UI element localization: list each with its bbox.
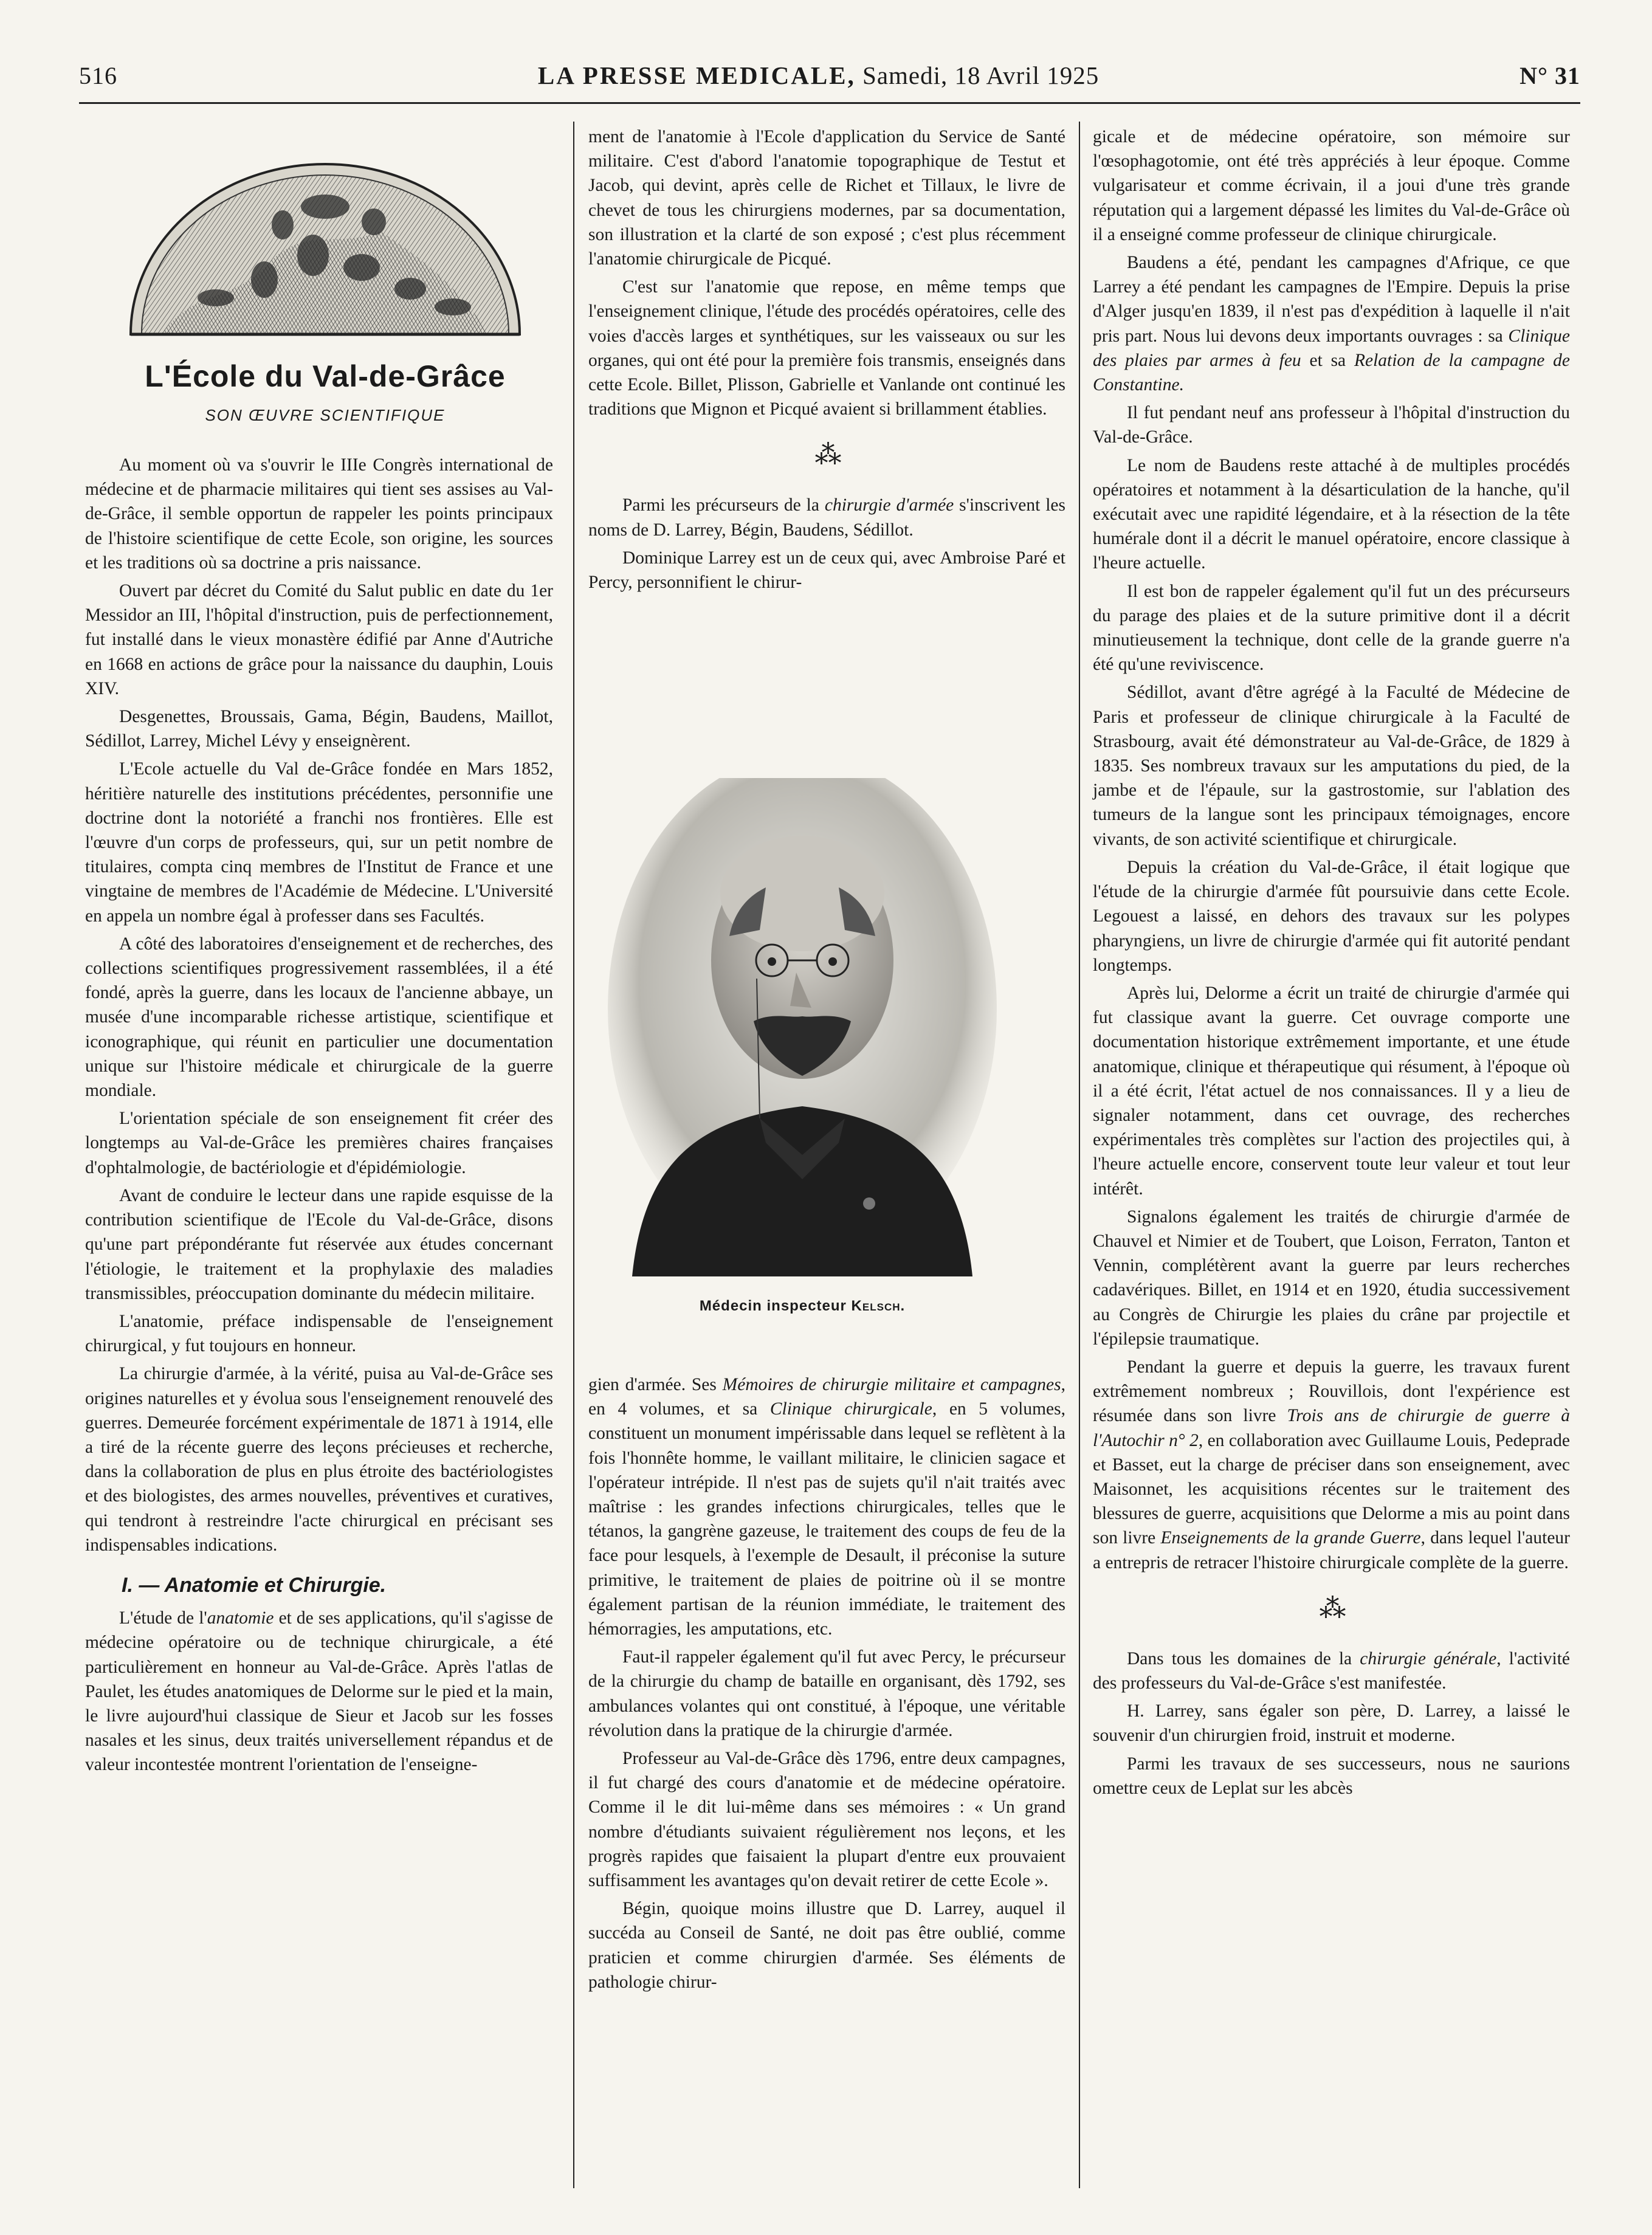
text-run: Parmi les précurseurs de la: [622, 495, 825, 515]
paragraph: Il est bon de rappeler également qu'il fut un des précurseurs du parage des plaies et de la suture primitive dont il a décrit minutieusement la technique, dont celle de la grande guerre n'a été qu'une reviviscence.: [1093, 581, 1570, 675]
asterism-separator: ⁂: [814, 440, 839, 470]
paragraph: Parmi les travaux de ses successeurs, nous ne saurions omettre ceux de Leplat sur les abcès: [1093, 1754, 1570, 1798]
paragraph: [588, 493, 1065, 542]
text-run: s'inscrivent les noms de D. Larrey, Bégin, Baudens, Sédillot.: [588, 495, 1065, 540]
journal-name: LA PRESSE MEDICALE,: [537, 61, 856, 89]
paragraph: Sédillot, avant d'être agrégé à la Faculté de Médecine de Paris et professeur de clinique chirurgicale à la Faculté de Strasbourg, avait été démonstrateur au Val-de-Grâce, de 1829 à 1835. Ses nombreux travaux sur les amputations du pied, de la jambe et de l'épaule, sur la gastrostomie, sur l'ablation des tumeurs de la langue sont les principaux témoignages, encore vivants, de son activité scientifique et chirurgicale.: [1093, 683, 1570, 849]
paragraph: L'anatomie, préface indispensable de l'enseignement chirurgical, y fut toujours en honneur.: [85, 1311, 553, 1356]
text-run: , en 5 volumes, constituent un monument impérissable dans lequel se reflètent à la fois l'honnête homme, le vaillant militaire, le clinicien sagace et l'opérateur intrépide. Il n'est pas de sujets qu'il n'ait traités avec maîtrise : les grandes infections chirurgicales, telles que le tétanos, la gangrène gazeuse, le traitement des coups de feu de la face pour lesquels, à l'exemple de Desault, il préconise la suture primitive, le traitement de plaies de poitrine où il se montre également partisan de la réunion immédiate, le traitement des hémorragies, les amputations, etc.: [588, 1399, 1065, 1639]
paragraph: gicale et de médecine opératoire, son mémoire sur l'œsophagotomie, ont été très appréciés à leur époque. Comme vulgarisateur et comme écrivain, il a joui d'une très grande réputation qui a largement dépassé les limites du Val-de-Grâce où il a enseigné comme professeur de clinique chirurgicale.: [1093, 127, 1570, 244]
emphasis: Enseignements de la grande Guerre: [1160, 1528, 1421, 1548]
paragraph: H. Larrey, sans égaler son père, D. Larrey, a laissé le souvenir d'un chirurgien froid, instruit et moderne.: [1093, 1701, 1570, 1746]
emphasis: Relation de la campagne de Constantine.: [1093, 350, 1571, 395]
paragraph: Avant de conduire le lecteur dans une rapide esquisse de la contribution scientifique de l'Ecole du Val-de-Grâce, disons qu'une part prépondérante fut réservée aux études concernant l'étiologie, le traitement et la prophylaxie des maladies transmissibles, préoccupation dominante du médecin militaire.: [85, 1185, 553, 1303]
caption-text: Médecin inspecteur: [699, 1298, 852, 1314]
paragraph: [85, 1606, 553, 1777]
header-rule: [79, 102, 1580, 104]
publication-title: [538, 61, 1099, 90]
column-rule: [573, 122, 574, 2188]
emphasis: chirurgie d'armée: [824, 495, 954, 515]
emphasis: Clinique chirurgicale: [769, 1399, 932, 1419]
paragraph: Au moment où va s'ouvrir le IIIe Congrès international de médecine et de pharmacie militaires qui tient ses assises au Val-de-Grâce, il semble opportun de rappeler les points principaux de l'histoire scientifique de cette Ecole, son origine, les sources et les traditions où sa doctrine a pris naissance.: [85, 455, 553, 573]
emphasis: Clinique des plaies par armes à feu: [1093, 326, 1570, 370]
emphasis: chirurgie générale: [1360, 1648, 1497, 1669]
issue-date: Samedi, 18 Avril 1925: [862, 61, 1100, 89]
emphasis: Mémoires de chirurgie militaire et campagnes: [722, 1375, 1061, 1394]
paragraph: [1093, 1355, 1570, 1575]
paragraph: ment de l'anatomie à l'Ecole d'application du Service de Santé militaire. C'est d'abord l'anatomie topographique de Testut et Jacob, qui devint, après celle de Richet et Tillaux, le livre de chevet de tous les chirurgiens modernes, par sa documentation, son illustration et la clarté de son exposé ; c'est plus récemment l'anatomie chirurgicale de Picqué.: [588, 127, 1065, 269]
text-run: et de ses applications, qu'il s'agisse de médecine opératoire ou de technique chirurgicale, a été particulièrement en honneur au Val-de-Grâce. Après l'atlas de Paulet, les études anatomiques de Delorme sur le pied et la main, le livre aujourd'hui classique de Sieur et Jacob sur les fosses nasales et les sinus, deux traités universellement répandus et de valeur incontestée montrent l'orientation de l'enseigne-: [85, 1608, 553, 1775]
paragraph: [1093, 250, 1570, 397]
text-run: L'étude de l': [119, 1608, 207, 1628]
asterism-separator: ⁂: [1319, 1593, 1344, 1624]
emphasis: Trois ans de chirurgie de guerre à l'Autochir n° 2: [1093, 1406, 1570, 1450]
paragraph: La chirurgie d'armée, à la vérité, puisa au Val-de-Grâce ses origines naturelles et y évolua sous l'enseignement renouvelé des guerres. Demeurée forcément expérimentale de 1871 à 1914, elle a tiré de la récente guerre des leçons précieuses et recherche, dans la collaboration de plus en plus étroite des bactériologistes et des biologistes, des armes nouvelles, préventives et curatives, qui tendront à restreindre l'acte chirurgical en précisant ses indispensables indications.: [85, 1364, 553, 1555]
paragraph: L'Ecole actuelle du Val de-Grâce fondée en Mars 1852, héritière naturelle des institutions précédentes, personnifie une doctrine dont la notoriété a franchi nos frontières. Elle est l'œuvre d'un corps de professeurs, qui, sur un petit nombre de titulaires, compta cinq membres de l'Institut de France et une vingtaine de membres de l'Académie de Médecine. L'Université en appela un nombre égal à professer dans ses Facultés.: [85, 759, 553, 926]
issue-number: N° 31: [1519, 62, 1580, 89]
text-run: gien d'armée. Ses: [588, 1375, 723, 1394]
paragraph: Signalons également les traités de chirurgie d'armée de Chauvel et Nimier et de Toubert, que Loison, Ferraton, Tanton et Vennin, complétèrent avant la guerre par leurs recherches cadavériques. Billet, en 1914 et en 1920, étudia successivement au Congrès de Chirurgie les plaies du crâne par projectile et l'épilepsie traumatique.: [1093, 1207, 1570, 1349]
paragraph: Ouvert par décret du Comité du Salut public en date du 1er Messidor an III, l'hôpital d'instruction, puis de perfectionnement, fut installé dans le vieux monastère édifié par Anne d'Autriche en 1668 en actions de grâce pour la naissance du dauphin, Louis XIV.: [85, 581, 553, 698]
text-run: et sa: [1301, 350, 1354, 370]
paragraph: Desgenettes, Broussais, Gama, Bégin, Baudens, Maillot, Sédillot, Larrey, Michel Lévy y enseignèrent.: [85, 707, 553, 751]
paragraph: [588, 1372, 1065, 1641]
paragraph: Après lui, Delorme a écrit un traité de chirurgie d'armée qui fut classique avant la guerre. Cet ouvrage comporte une documentation historique extrêmement importante, et une étude anatomique, clinique et thérapeutique qui résument, à l'époque où il a été écrit, l'état actuel de nos connaissances. Il y a lieu de signaler notamment, dans cet ouvrage, des recherches expérimentales très complètes sur l'action des projectiles qui, à l'heure actuelle encore, conservent toute leur valeur et tout leur intérêt.: [1093, 983, 1570, 1199]
figure-caption: [577, 1298, 1027, 1315]
article-subtitle: SON ŒUVRE SCIENTIFIQUE: [205, 406, 446, 424]
page-number: 516: [79, 62, 117, 89]
text-run: Baudens a été, pendant les campagnes d'Afrique, ce que Larrey a été pendant les campagnes de l'Empire. Depuis la prise d'Alger jusqu'en 1839, il n'est pas d'expédition à laquelle il n'ait pris part. Nous lui devons deux importants ouvrages : sa: [1093, 253, 1570, 346]
column-2-continued: [588, 1372, 1065, 1998]
paragraph: Il fut pendant neuf ans professeur à l'hôpital d'instruction du Val-de-Grâce.: [1093, 403, 1570, 447]
running-header: [79, 61, 1580, 97]
text-run: Pendant la guerre et depuis la guerre, les travaux furent extrêmement nombreux ; Rouvillois, dont l'expérience est résumée dans son livre: [1093, 1357, 1570, 1426]
paragraph: Depuis la création du Val-de-Grâce, il était logique que l'étude de la chirurgie d'armée fût poursuivie dans cette Ecole. Legouest a laissé, en dehors des travaux sur les polypes pharyngiens, un livre de chirurgie d'armée qui fit autorité pendant longtemps.: [1093, 857, 1570, 975]
text-run: , l'activité des professeurs du Val-de-Grâce s'est manifestée.: [1093, 1648, 1570, 1693]
section-heading: I. — Anatomie et Chirurgie.: [122, 1573, 387, 1597]
caption-name: Kelsch.: [851, 1298, 906, 1314]
portrait-photo: [608, 778, 997, 1276]
column-2: [588, 125, 1065, 598]
column-rule: [1079, 122, 1080, 2188]
paragraph: Dominique Larrey est un de ceux qui, avec Ambroise Paré et Percy, personnifient le chirur-: [588, 548, 1065, 593]
paragraph: C'est sur l'anatomie que repose, en même temps que l'enseignement clinique, l'étude des procédés opératoires, celle des voies d'accès larges et synthétiques, sur les vaisseaux ou sur les organes, qui ont été pour la première fois transmis, enseignés dans cette Ecole. Billet, Plisson, Gabrielle et Vanlande ont continué les traditions que Mignon et Picqué avaient si brillamment établies.: [588, 277, 1065, 419]
text-run: , en collaboration avec Guillaume Louis, Pedeprade et Basset, eut la charge de préciser dans son enseignement, avec Maisonnet, les acquisitions récentes sur le traitement des blessures de guerre, acquisitions que Delorme a mis au point dans son livre: [1093, 1430, 1570, 1548]
paragraph: Le nom de Baudens reste attaché à de multiples procédés opératoires et notamment à la désarticulation de la hanche, qu'il exécutait avec une rapidité légendaire, et à la résection de la tête humérale dont il a décrit le manuel opératoire, encore classique à l'heure actuelle.: [1093, 455, 1570, 573]
text-run: , en 4 volumes, et sa: [588, 1375, 1065, 1419]
emphasis: anatomie: [207, 1608, 274, 1628]
paragraph: L'orientation spéciale de son enseignement fit créer des longtemps au Val-de-Grâce les premières chaires françaises d'ophtalmologie, de bactériologie et d'épidémiologie.: [85, 1109, 553, 1177]
text-run: , dans lequel l'auteur a entrepris de retracer l'histoire chirurgicale complète de la guerre.: [1093, 1528, 1570, 1572]
paragraph: Faut-il rappeler également qu'il fut avec Percy, le précurseur de la chirurgie du champ de bataille en organisant, dès 1792, ses ambulances volantes qui ont constitué, à l'époque, une véritable révolution dans la pratique de la chirurgie d'armée.: [588, 1647, 1065, 1740]
paragraph: Bégin, quoique moins illustre que D. Larrey, auquel il succéda au Conseil de Santé, ne doit pas être oublié, comme praticien et comme chirurgien d'armée. Ses éléments de pathologie chirur-: [588, 1899, 1065, 1992]
column-1: [85, 453, 553, 1781]
paragraph: [1093, 1647, 1570, 1695]
text-run: Dans tous les domaines de la: [1127, 1648, 1360, 1669]
column-3: [1093, 125, 1570, 1804]
article-title: L'École du Val-de-Grâce: [145, 359, 506, 393]
fresco-engraving: [125, 158, 526, 340]
paragraph: Professeur au Val-de-Grâce dès 1796, entre deux campagnes, il fut chargé des cours d'anatomie et de médecine opératoire. Comme il le dit lui-même dans ses mémoires : « Un grand nombre d'étudiants suivaient régulièrement nos leçons, et les progrès rapides que faisaient la plupart d'entre eux prouvaient suffisamment les avantages qu'on devait retirer de cette Ecole ».: [588, 1749, 1065, 1891]
paragraph: A côté des laboratoires d'enseignement et de recherches, des collections scientifiques progressivement rassemblées, il a été fondé, après la guerre, dans les locaux de l'ancienne abbaye, un musée d'une incomparable richesse artistique, scientifique et iconographique, qui réunit en particulier une documentation unique sur l'histoire médicale et chirurgicale de la guerre mondiale.: [85, 934, 553, 1101]
